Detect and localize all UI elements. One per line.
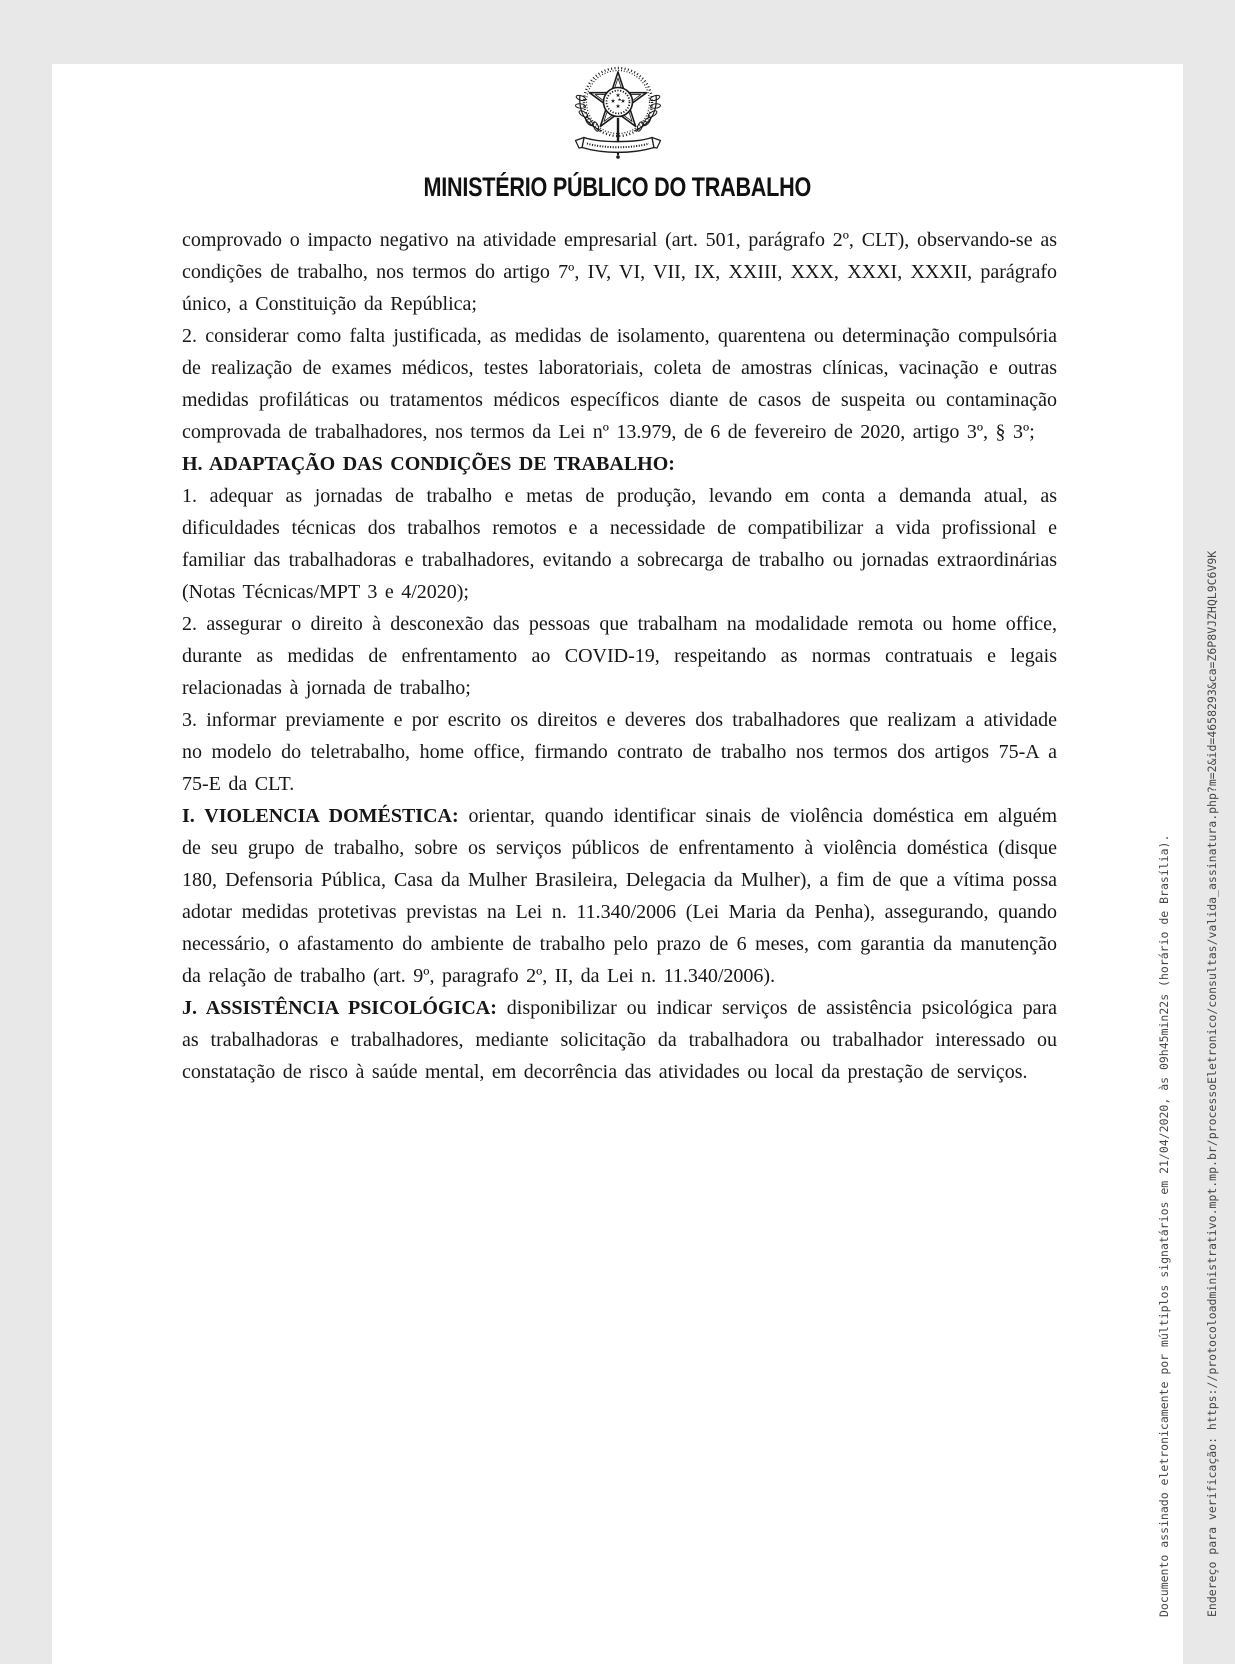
brazil-coat-of-arms-icon <box>568 64 668 164</box>
document-body <box>182 224 1057 1088</box>
section-j-heading: J. ASSISTÊNCIA PSICOLÓGICA: <box>182 997 497 1019</box>
signature-stamp-line-2: Endereço para verificação: https://protocoloadministrativo.mpt.mp.br/processoEletronico/consultas/valida_assinatura.php?m=2&id=4658293&ca=Z6P8VJZHQL9C6V9K <box>1205 550 1219 1617</box>
page-title-text: MINISTÉRIO PÚBLICO DO TRABALHO <box>423 172 812 202</box>
section-i-heading: I. VIOLENCIA DOMÉSTICA: <box>182 805 459 827</box>
signature-stamp <box>1124 551 1235 1617</box>
paragraph-intro: comprovado o impacto negativo na atividade empresarial (art. 501, parágrafo 2º, CLT), observando-se as condições de trabalho, nos termos do artigo 7º, IV, VI, VII, IX, XXIII, XXX, XXXI, XXXII, parágrafo único, a Constituição da República; <box>182 229 1057 315</box>
section-j-paragraph <box>182 992 1057 1088</box>
section-j-text: disponibilizar ou indicar serviços de assistência psicológica para as trabalhadoras e trabalhadores, mediante solicitação da trabalhadora ou trabalhador interessado ou constatação de risco à saúde mental, em decorrência das atividades ou local da prestação de serviços. <box>182 997 1058 1083</box>
signature-stamp-line-1: Documento assinado eletronicamente por múltiplos signatários em 21/04/2020, às 09h45min22s (horário de Brasília). <box>1157 834 1171 1617</box>
section-h-item-1: 1. adequar as jornadas de trabalho e metas de produção, levando em conta a demanda atual, as dificuldades técnicas dos trabalhos remotos e a necessidade de compatibilizar a vida profissional e familiar das trabalhadoras e trabalhadores, evitando a sobrecarga de trabalho ou jornadas extraordinárias (Notas Técnicas/MPT 3 e 4/2020); <box>182 485 1057 603</box>
paragraph-item-2: 2. considerar como falta justificada, as medidas de isolamento, quarentena ou determinação compulsória de realização de exames médicos, testes laboratoriais, coleta de amostras clínicas, vacinação e outras medidas profiláticas ou tratamentos médicos específicos diante de casos de suspeita ou contaminação comprovada de trabalhadores, nos termos da Lei nº 13.979, de 6 de fevereiro de 2020, artigo 3º, § 3º; <box>182 325 1057 443</box>
section-h-item-2: 2. assegurar o direito à desconexão das pessoas que trabalham na modalidade remota ou home office, durante as medidas de enfrentamento ao COVID-19, respeitando as normas contratuais e legais relacionadas à jornada de trabalho; <box>182 613 1057 699</box>
section-i-paragraph <box>182 800 1057 992</box>
section-i-text: orientar, quando identificar sinais de violência doméstica em alguém de seu grupo de trabalho, sobre os serviços públicos de enfrentamento à violência doméstica (disque 180, Defensoria Pública, Casa da Mulher Brasileira, Delegacia da Mulher), a fim de que a vítima possa adotar medidas protetivas previstas na Lei n. 11.340/2006 (Lei Maria da Penha), assegurando, quando necessário, o afastamento do ambiente de trabalho pelo prazo de 6 meses, com garantia da manutenção da relação de trabalho (art. 9º, paragrafo 2º, II, da Lei n. 11.340/2006). <box>182 805 1057 987</box>
page-title <box>52 170 1183 204</box>
section-h-heading: H. ADAPTAÇÃO DAS CONDIÇÕES DE TRABALHO: <box>182 453 675 475</box>
section-h-item-3: 3. informar previamente e por escrito os direitos e deveres dos trabalhadores que realizam a atividade no modelo do teletrabalho, home office, firmando contrato de trabalho nos termos dos artigos 75-A a 75-E da CLT. <box>182 709 1057 795</box>
document-page <box>52 64 1219 1664</box>
